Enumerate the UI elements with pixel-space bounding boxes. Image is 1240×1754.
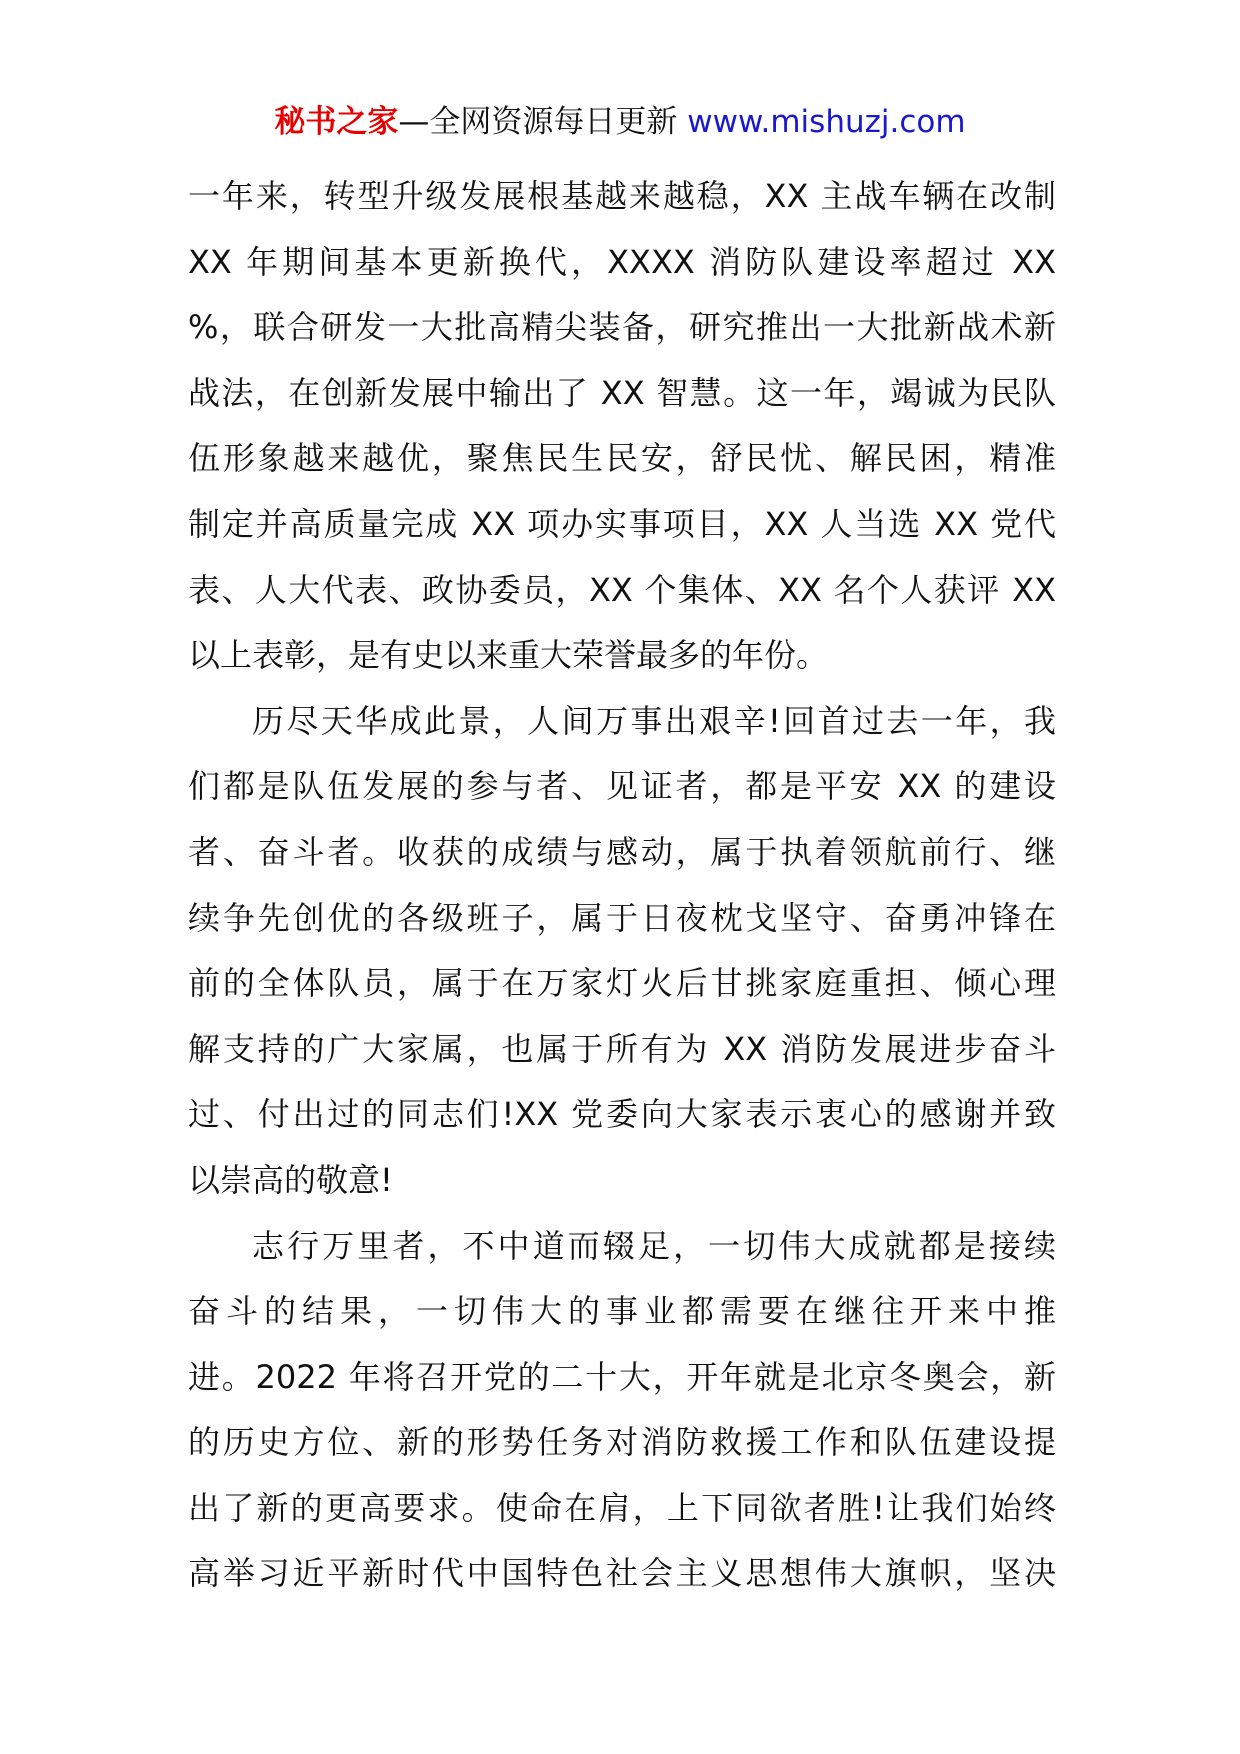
- text-line: 制定并高质量完成 XX 项办实事项目，XX 人当选 XX 党代: [188, 504, 1056, 543]
- text-line: 以崇高的敬意!: [188, 1160, 393, 1199]
- paragraph-first-line: 历尽天华成此景，人间万事出艰辛!回首过去一年，我: [252, 701, 1056, 740]
- text-line: 解支持的广大家属，也属于所有为 XX 消防发展进步奋斗: [188, 1029, 1056, 1068]
- text-line: 一年来，转型升级发展根基越来越稳，XX 主战车辆在改制: [188, 177, 1056, 215]
- header-tagline: —全网资源每日更新: [398, 104, 688, 140]
- text-line: 续争先创优的各级班子，属于日夜枕戈坚守、奋勇冲锋在: [188, 898, 1056, 937]
- text-line: 进。2022 年将召开党的二十大，开年就是北京冬奥会，新: [188, 1357, 1056, 1396]
- text-line: 战法，在创新发展中输出了 XX 智慧。这一年，竭诚为民队: [188, 373, 1056, 412]
- text-line: XX 年期间基本更新换代，XXXX 消防队建设率超过 XX: [188, 242, 1056, 281]
- page-header: [0, 100, 1240, 144]
- paragraph-first-line: 志行万里者，不中道而辍足，一切伟大成就都是接续: [252, 1226, 1056, 1265]
- text-line: 过、付出过的同志们!XX 党委向大家表示衷心的感谢并致: [188, 1095, 1056, 1134]
- text-line: 者、奋斗者。收获的成绩与感动，属于执着领航前行、继: [188, 832, 1056, 871]
- text-line: 前的全体队员，属于在万家灯火后甘挑家庭重担、倾心理: [188, 964, 1056, 1003]
- site-url-link[interactable]: www.mishuzj.com: [687, 104, 966, 140]
- text-line: 伍形象越来越优，聚焦民生民安，舒民忧、解民困，精准: [188, 439, 1056, 478]
- text-line: 表、人大代表、政协委员，XX 个集体、XX 名个人获评 XX: [188, 570, 1056, 609]
- text-line: %，联合研发一大批高精尖装备，研究推出一大批新战术新: [188, 308, 1056, 347]
- text-line: 高举习近平新时代中国特色社会主义思想伟大旗帜，坚决: [188, 1554, 1056, 1593]
- text-line: 的历史方位、新的形势任务对消防救援工作和队伍建设提: [188, 1423, 1056, 1462]
- document-body: [188, 164, 1056, 1607]
- text-line: 奋斗的结果，一切伟大的事业都需要在继往开来中推: [188, 1292, 1056, 1331]
- text-line: 出了新的更高要求。使命在肩，上下同欲者胜!让我们始终: [188, 1488, 1056, 1527]
- text-line: 们都是队伍发展的参与者、见证者，都是平安 XX 的建设: [188, 767, 1056, 806]
- text-line: 以上表彰，是有史以来重大荣誉最多的年份。: [188, 636, 829, 675]
- brand-name: 秘书之家: [274, 104, 399, 140]
